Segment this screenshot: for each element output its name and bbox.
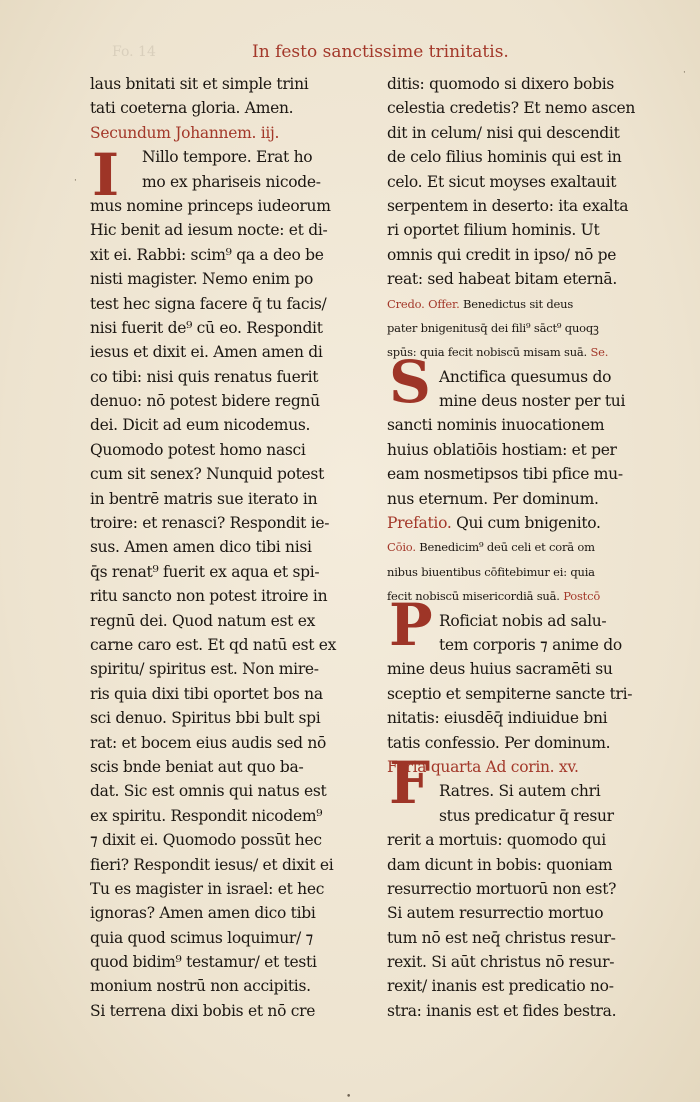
left-column-line: xit ei. Rabbi: scim⁹ qa a deo be — [90, 245, 324, 264]
right-column-line: fecit nobiscū misericordiā suā. Postcō — [387, 589, 601, 604]
left-column-line: laus bnitati sit et simple trini — [90, 75, 309, 93]
right-column-line: nitatis: eiusdēq̄ indiuidue bni — [387, 709, 608, 728]
folio-number: Fo. 14 — [112, 44, 156, 60]
left-column-line: co tibi: nisi quis renatus fuerit — [90, 367, 319, 386]
right-column-line: resurrectio mortuorū non est? — [387, 879, 617, 898]
left-column-line: Quomodo potest homo nasci — [90, 440, 306, 459]
initial-I: I — [92, 141, 120, 209]
right-column-line: stra: inanis est et fides bestra. — [387, 1001, 617, 1020]
right-column-line: celo. Et sicut moyses exaltauit — [387, 172, 617, 191]
right-column-line: rerit a mortuis: quomodo qui — [387, 831, 606, 850]
left-column-line: Nillo tempore. Erat ho — [142, 148, 313, 167]
left-column-line: quod bidim⁹ testamur/ et testi — [90, 953, 317, 972]
margin-mark: • — [346, 1092, 352, 1102]
right-column-line: Ratres. Si autem chri — [439, 782, 601, 801]
right-column-line: ri oportet filium hominis. Ut — [387, 221, 600, 240]
right-column-line: sancti nominis inuocationem — [387, 416, 605, 435]
left-column-line: Tu es magister in israel: et hec — [90, 879, 325, 898]
left-column-line: mus nomine princeps iudeorum — [90, 196, 331, 215]
right-column-line: pater bnigenitusq̄ dei fili⁹ sāct⁹ quoqꝫ — [387, 320, 599, 335]
left-column-line: cum sit senex? Nunquid potest — [90, 465, 324, 484]
left-column-line: dei. Dicit ad eum nicodemus. — [90, 416, 311, 435]
left-column-line: dat. Sic est omnis qui natus est — [90, 782, 327, 801]
left-column-line: Si terrena dixi bobis et nō cre — [90, 1001, 316, 1020]
initial-F: F — [389, 749, 431, 817]
left-column-line: regnū dei. Quod natum est ex — [90, 611, 316, 630]
right-column-line: Prefatio. Qui cum bnigenito. — [387, 514, 601, 533]
right-column-line: omnis qui credit in ipso/ nō pe — [387, 245, 617, 264]
right-column-line: rexit/ inanis est predicatio no- — [387, 977, 614, 996]
margin-mark: · — [74, 176, 77, 186]
left-column-line: ignoras? Amen amen dico tibi — [90, 904, 316, 923]
right-column-line: Cōio. Benedicim⁹ deū celi et corā om — [387, 540, 595, 555]
left-column-line: test hec signa facere q̄ tu facis/ — [90, 294, 327, 313]
right-column-line: sceptio et sempiterne sancte tri- — [387, 684, 633, 703]
right-column-line: huius oblatiōis hostiam: et per — [387, 440, 617, 459]
right-column-line: mine deus huius sacramēti su — [387, 660, 613, 679]
right-column-line: eam nosmetipsos tibi pfice mu- — [387, 465, 623, 484]
right-column-line: nibus biuentibus cōfitebimur ei: quia — [387, 564, 595, 579]
left-column-line: sus. Amen amen dico tibi nisi — [90, 538, 312, 557]
left-column-line: sci denuo. Spiritus bbi bult spi — [90, 709, 321, 728]
right-column-line: tum nō est neq̄ christus resur- — [387, 928, 616, 947]
left-column-line: q̄s renat⁹ fuerit ex aqua et spi- — [90, 562, 320, 581]
right-column-line: tatis confessio. Per dominum. — [387, 733, 611, 752]
left-column-line: troire: et renasci? Respondit ie- — [90, 514, 330, 533]
right-column-line: reat: sed habeat bitam eternā. — [387, 270, 618, 289]
initial-S: S — [389, 348, 431, 416]
right-column-line: nus eternum. Per dominum. — [387, 489, 599, 508]
right-column — [387, 72, 659, 1023]
left-column-line: Hic benit ad iesum nocte: et di- — [90, 221, 328, 240]
right-column-line: ditis: quomodo si dixero bobis — [387, 75, 615, 93]
right-column-line: rexit. Si aūt christus nō resur- — [387, 953, 615, 972]
right-column-line: tem corporis ⁊ anime do — [439, 635, 622, 654]
right-column-line: stus predicatur q̄ resur — [439, 806, 614, 825]
left-column-line: in bentrē matris sue iterato in — [90, 489, 318, 508]
right-column-line: celestia credetis? Et nemo ascen — [387, 99, 636, 118]
left-column-line: Secundum Johannem. iij. — [90, 123, 280, 142]
left-column-line: spiritu/ spiritus est. Non mire- — [90, 660, 319, 679]
right-column-line: dit in celum/ nisi qui descendit — [387, 123, 620, 142]
right-column-line: dam dicunt in bobis: quoniam — [387, 855, 613, 874]
right-column-line: spūs: quia fecit nobiscū misam suā. Se. — [387, 345, 609, 360]
right-column-line: de celo filius hominis qui est in — [387, 148, 622, 167]
margin-mark: · — [683, 68, 686, 78]
left-column-line: ris quia dixi tibi oportet bos na — [90, 684, 323, 703]
left-column-line: monium nostrū non accipitis. — [90, 977, 311, 996]
initial-P: P — [389, 591, 433, 659]
right-column-line: Si autem resurrectio mortuo — [387, 904, 604, 923]
left-column — [90, 72, 372, 1023]
left-column-line: quia quod scimus loquimur/ ⁊ — [90, 928, 313, 947]
right-column-line: serpentem in deserto: ita exalta — [387, 196, 629, 215]
right-column-line: Anctifica quesumus do — [439, 367, 612, 386]
left-column-line: rat: et bocem eius audis sed nō — [90, 733, 327, 752]
left-column-line: nisi fuerit de⁹ cū eo. Respondit — [90, 318, 323, 337]
left-column-line: ritu sancto non potest itroire in — [90, 587, 328, 606]
right-column-line: Roficiat nobis ad salu- — [439, 611, 607, 630]
left-column-line: ⁊ dixit ei. Quomodo possūt hec — [90, 831, 322, 850]
left-column-line: carne caro est. Et qd natū est ex — [90, 635, 337, 654]
left-column-line: tati coeterna gloria. Amen. — [90, 99, 294, 118]
left-column-line: ex spiritu. Respondit nicodem⁹ — [90, 806, 323, 825]
right-column-line: mine deus noster per tui — [439, 392, 626, 411]
left-column-line: nisti magister. Nemo enim po — [90, 270, 314, 289]
running-header: In festo sanctissime trinitatis. — [252, 42, 509, 62]
left-column-line: mo ex phariseis nicode- — [142, 172, 321, 191]
right-column-line: Feria quarta Ad corin. xv. — [387, 757, 579, 776]
left-column-line: fieri? Respondit iesus/ et dixit ei — [90, 855, 334, 874]
left-column-line: denuo: nō potest bidere regnū — [90, 392, 320, 411]
left-column-line: iesus et dixit ei. Amen amen di — [90, 343, 323, 362]
left-column-line: scis bnde beniat aut quo ba- — [90, 757, 304, 776]
right-column-line: Credo. Offer. Benedictus sit deus — [387, 296, 574, 311]
